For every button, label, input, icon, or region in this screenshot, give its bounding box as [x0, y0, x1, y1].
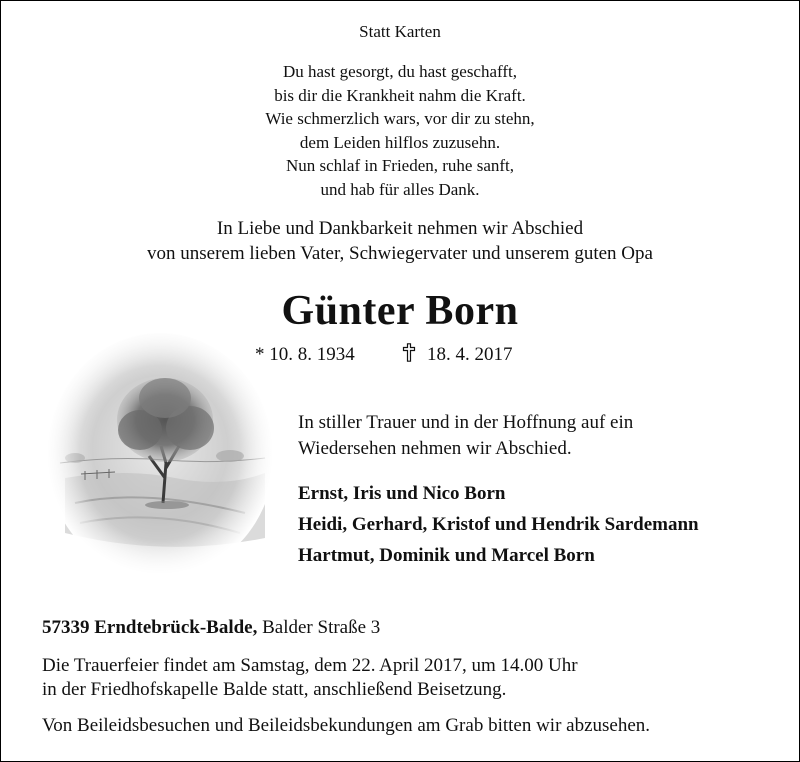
farewell-line: Wiedersehen nehmen wir Abschied. [298, 438, 572, 459]
intro-text [0, 216, 800, 266]
service-line: in der Friedhofskapelle Balde statt, anschließend Beisetzung. [42, 679, 507, 700]
poem-line: Wie schmerzlich wars, vor dir zu stehn, [265, 109, 535, 128]
life-dates [255, 343, 513, 368]
farewell-line: In stiller Trauer und in der Hoffnung auf ein [298, 412, 634, 433]
death-date: 18. 4. 2017 [427, 344, 513, 365]
mourner-line: Hartmut, Dominik und Marcel Born [298, 545, 595, 566]
poem-line: bis dir die Krankheit nahm die Kraft. [274, 85, 526, 105]
poem [0, 60, 800, 201]
service-line: Die Trauerfeier findet am Samstag, dem 22. April 2017, um 14.00 Uhr [42, 655, 578, 676]
address-street: Balder Straße 3 [262, 617, 381, 638]
address-city: 57339 Erndtebrück-Balde, [42, 617, 258, 638]
poem-line: und hab für alles Dank. [320, 179, 480, 199]
poem-line: Du hast gesorgt, du hast geschafft, [282, 62, 518, 81]
notice-heading: Statt Karten [359, 22, 441, 41]
mourner-line: Ernst, Iris und Nico Born [298, 483, 506, 504]
poem-line: Nun schlaf in Frieden, ruhe sanft, [285, 156, 515, 175]
tree-landscape-illustration [45, 328, 275, 578]
mourner-line: Heidi, Gerhard, Kristof und Hendrik Sardemann [298, 514, 699, 535]
deceased-name: Günter Born [281, 288, 519, 334]
poem-line: dem Leiden hilflos zuzusehn. [299, 132, 501, 152]
birth-date: * 10. 8. 1934 [255, 344, 355, 365]
farewell-text [298, 410, 633, 462]
cross-icon [402, 343, 416, 368]
address [42, 617, 380, 639]
intro-line: von unserem lieben Vater, Schwiegervater und unserem guten Opa [147, 243, 653, 264]
mourners-list [298, 478, 699, 571]
intro-line: In Liebe und Dankbarkeit nehmen wir Abschied [216, 218, 584, 239]
service-info [42, 654, 578, 702]
closing-note: Von Beileidsbesuchen und Beileidsbekundungen am Grab bitten wir abzusehen. [42, 715, 651, 736]
